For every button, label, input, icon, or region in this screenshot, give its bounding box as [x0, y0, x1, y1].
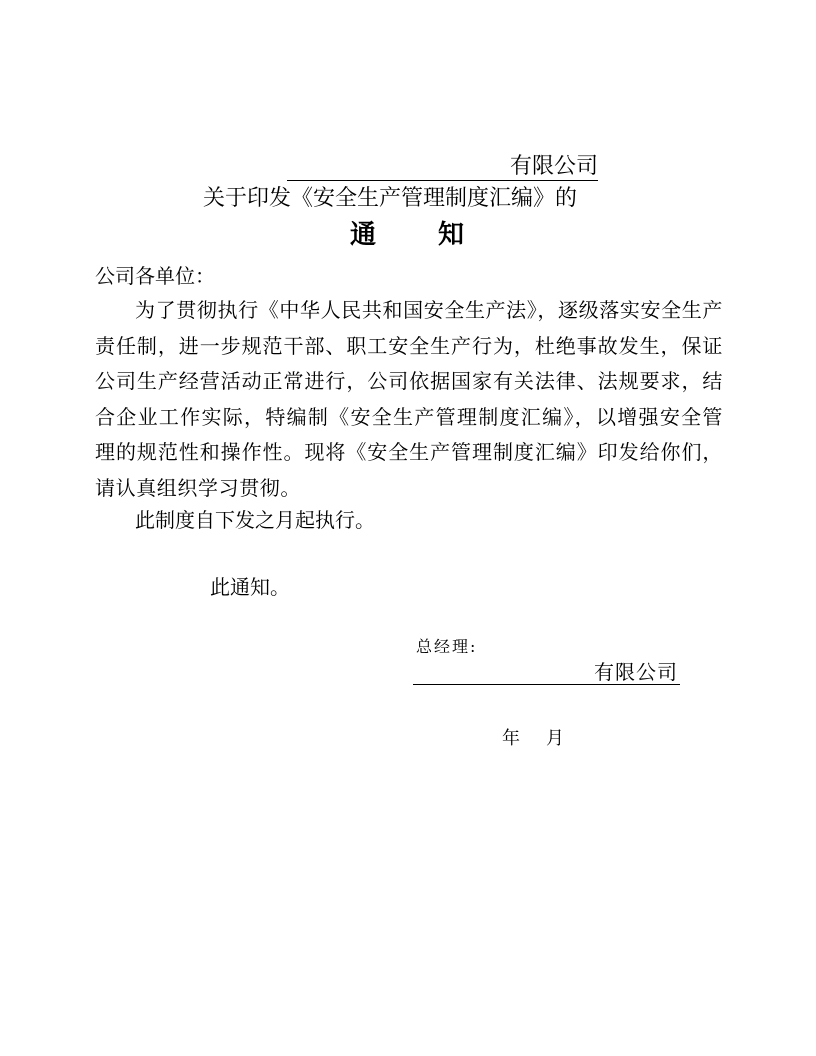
signature-date	[502, 728, 564, 750]
document-subtitle: 关于印发《安全生产管理制度汇编》的	[203, 186, 578, 211]
company-name-suffix: 有限公司	[509, 154, 598, 179]
document-title	[350, 220, 464, 250]
salutation: 公司各单位：	[95, 264, 215, 288]
title-char-1: 通	[350, 220, 377, 250]
signature-company-blank-line	[413, 660, 680, 685]
date-month-label: 月	[546, 728, 564, 749]
company-name-blank-line	[287, 155, 598, 181]
body-paragraph-effective: 此制度自下发之月起执行。	[135, 508, 375, 532]
body-paragraph-main: 为了贯彻执行《中华人民共和国安全生产法》，逐级落实安全生产责任制，进一步规范干部、职工安全生产行为，杜绝事故发生，保证公司生产经营活动正常进行，公司依据国家有关法律、法规要求，结合企业工作实际，特编制《安全生产管理制度汇编》，以增强安全管理的规范性和操作性。现将《安全生产管理制度汇编》印发给你们，请认真组织学习贯彻。	[95, 298, 723, 500]
title-char-2: 知	[438, 220, 465, 250]
closing-line: 此通知。	[210, 575, 290, 599]
signature-company-suffix: 有限公司	[594, 660, 678, 684]
date-year-label: 年	[502, 728, 520, 749]
general-manager-label: 总经理:	[416, 637, 478, 656]
